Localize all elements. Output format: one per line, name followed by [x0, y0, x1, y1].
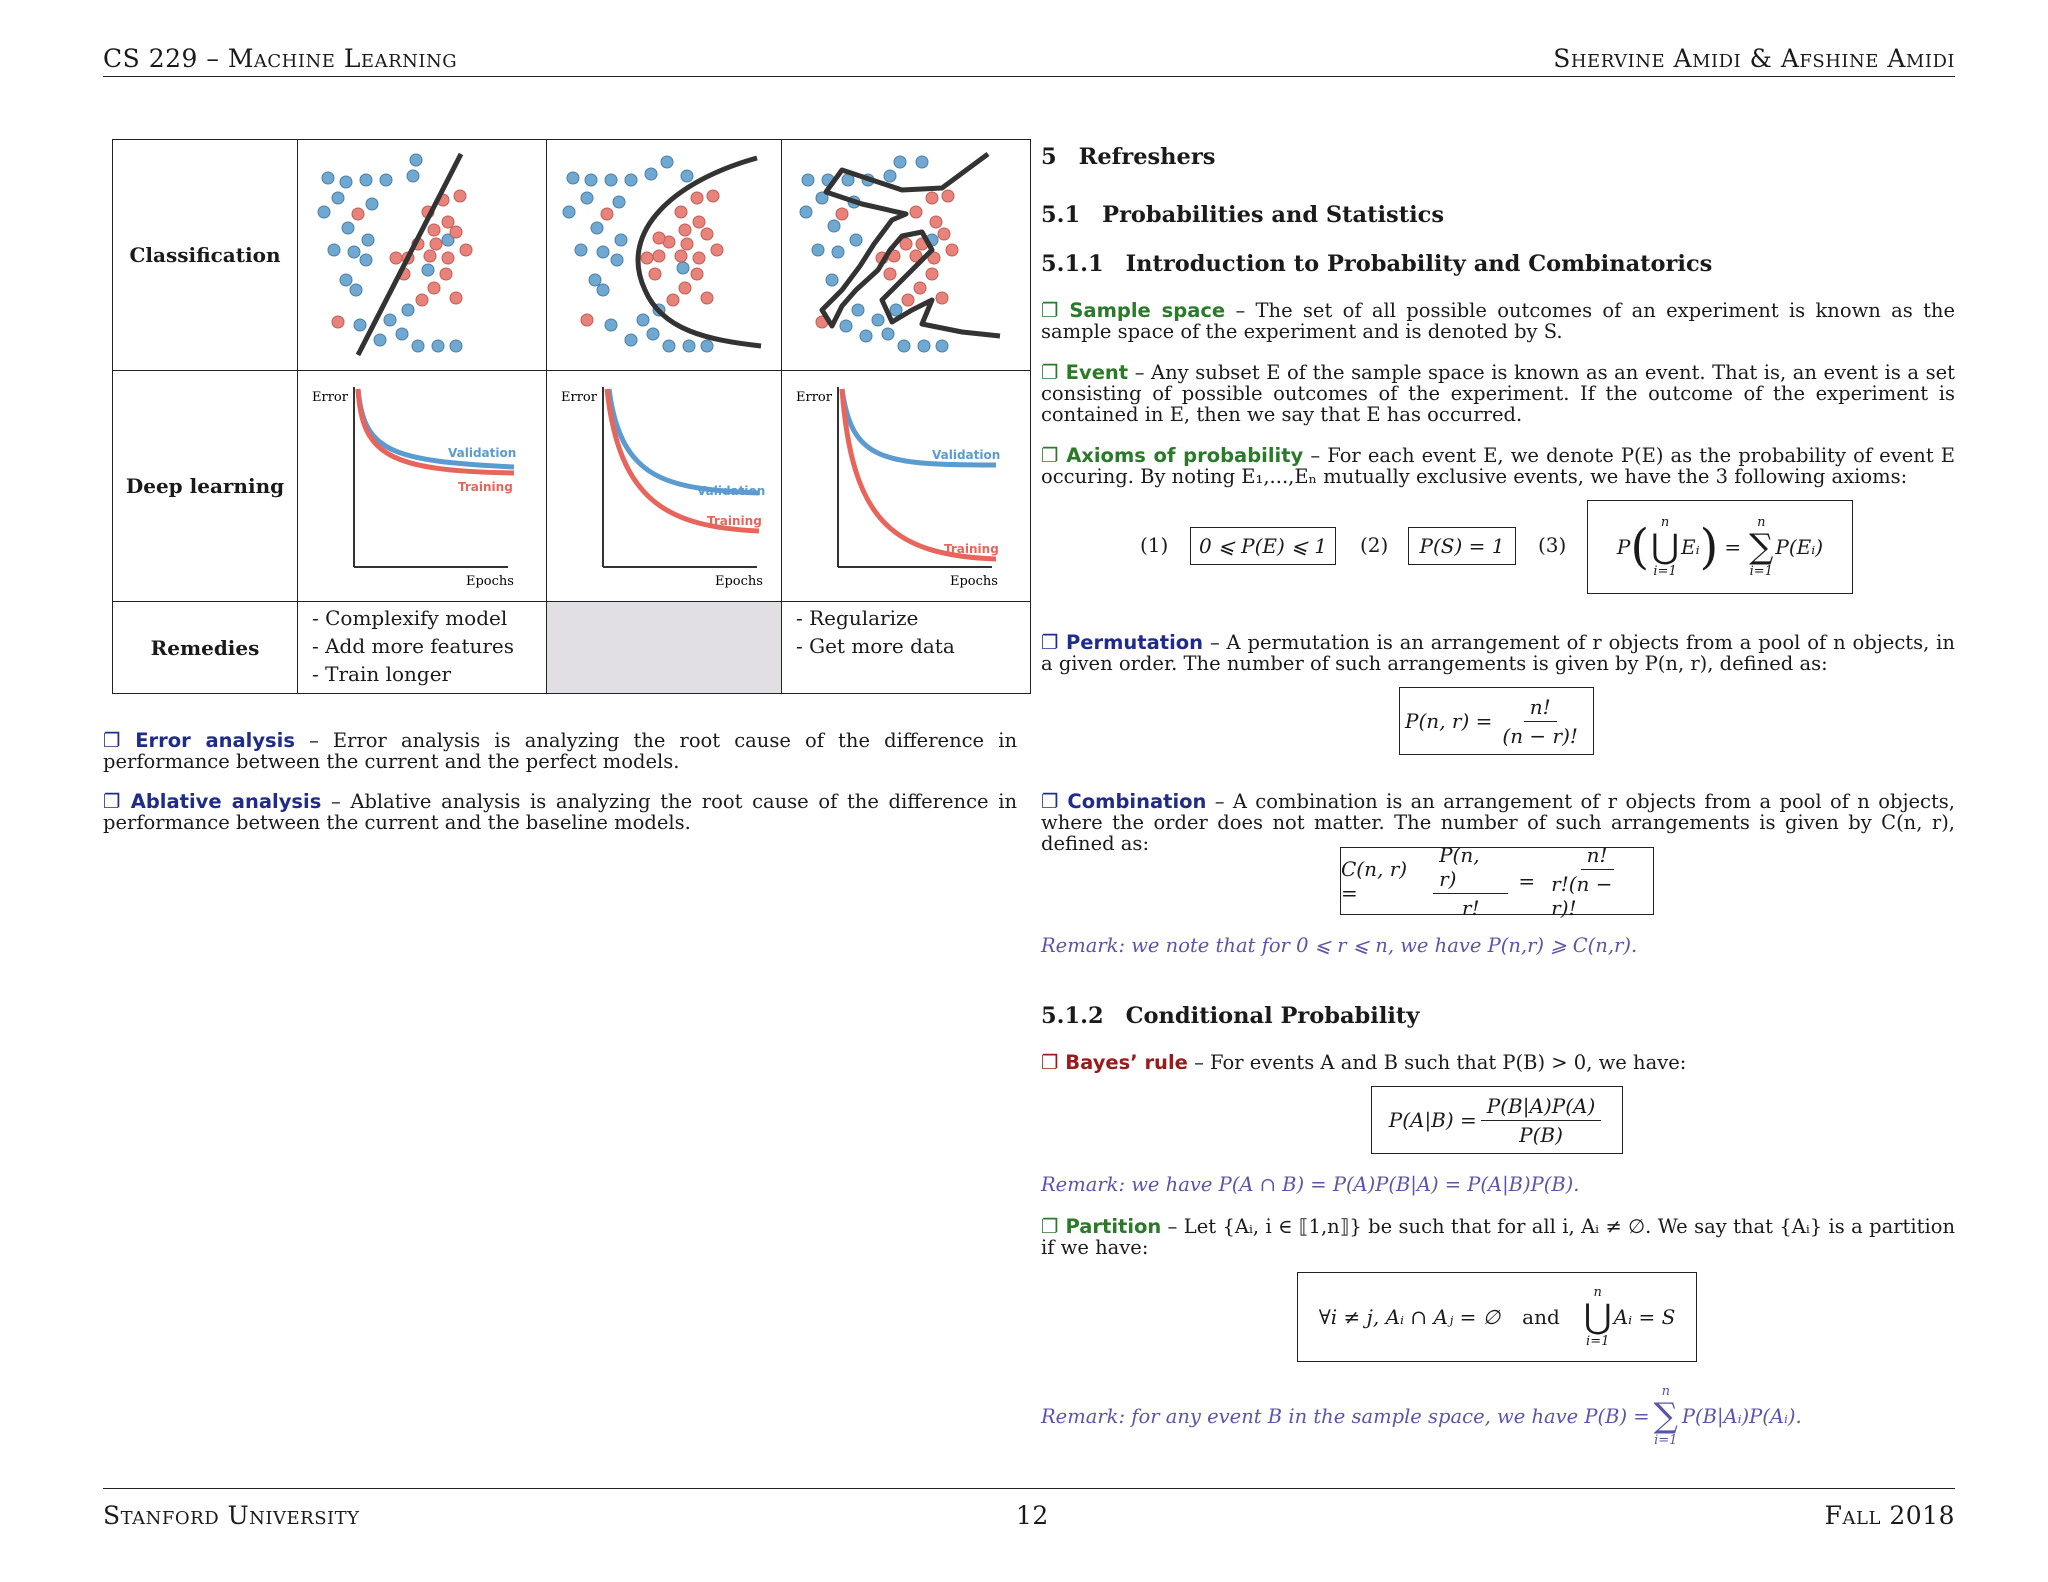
permutation-paragraph: ❐ Permutation – A permutation is an arrangement of r objects from a pool of n objects, in a given order. The number of such arrangements is given by P(n, r), defined as: — [1041, 631, 1955, 675]
svg-text:Error: Error — [561, 390, 597, 405]
epochs-axis-label: Epochs — [466, 574, 514, 589]
svg-text:Training: Training — [944, 542, 999, 556]
svg-text:Validation: Validation — [697, 484, 766, 498]
subsubsection-heading-2: 5.1.2 Conditional Probability — [1041, 1003, 1420, 1029]
bayes-formula-box: P(A|B) = $\frac{P(B|A)P(A)}{P(B)}$ — [1371, 1086, 1623, 1154]
header-course: CS 229 – Machine Learning — [103, 44, 458, 73]
partition-formula-box: ∀i ≠ j, Aᵢ ∩ Aⱼ = ∅ and n ⋃ i=1 Aᵢ = S — [1297, 1272, 1697, 1362]
page-header — [103, 40, 1955, 77]
svg-text:Error: Error — [796, 390, 832, 405]
ablative-analysis-paragraph: ❐ Ablative analysis – Ablative analysis is analyzing the root cause of the difference in performance between the current and the baseline models. — [103, 790, 1017, 834]
deep-learning-underfit-plot — [298, 371, 547, 602]
error-analysis-paragraph: ❐ Error analysis – Error analysis is analyzing the root cause of the difference in performance between the current and the perfect models. — [103, 729, 1017, 773]
training-label: Training — [458, 480, 513, 494]
classification-overfit-plot — [782, 140, 1031, 371]
permutation-formula-box: P(n, r) = $\frac{n!}{(n - r)!}$ — [1399, 687, 1594, 755]
remark-1: Remark: we note that for 0 ⩽ r ⩽ n, we have P(n,r) ⩾ C(n,r). — [1041, 934, 1638, 957]
error-analysis-title: Error analysis — [135, 729, 295, 752]
deep-learning-goodfit-plot — [547, 371, 782, 602]
ablative-analysis-title: Ablative analysis — [130, 790, 322, 813]
bayes-paragraph: ❐ Bayes’ rule – For events A and B such that P(B) > 0, we have: — [1041, 1051, 1687, 1074]
partition-paragraph: ❐ Partition – Let {Aᵢ, i ∈ ⟦1,n⟧} be such that for all i, Aᵢ ≠ ∅. We say that {Aᵢ} is a partition if we have: — [1041, 1215, 1955, 1259]
axiom-3-box: P ( n ⋃ i=1 Eᵢ ) = n ∑ i=1 P(Eᵢ) — [1587, 500, 1853, 594]
validation-label: Validation — [448, 446, 517, 460]
row-label-deep-learning: Deep learning — [113, 371, 298, 602]
page-number: 12 — [1016, 1501, 1049, 1530]
subsection-heading: 5.1 Probabilities and Statistics — [1041, 202, 1445, 228]
axiom-2-box: P(S) = 1 — [1408, 527, 1516, 565]
header-authors: Shervine Amidi & Afshine Amidi — [1553, 44, 1955, 73]
axiom-label-1: (1) — [1140, 533, 1169, 557]
remedies-underfit: - Complexify model - Add more features - Train longer — [298, 602, 547, 694]
bias-variance-table — [112, 139, 1031, 694]
svg-text:Epochs: Epochs — [950, 574, 998, 589]
remark-3: Remark: for any event B in the sample space, we have P(B) = n ∑ i=1 P(B|Aᵢ)P(Aᵢ). — [1041, 1384, 1802, 1448]
axiom-1-box: 0 ⩽ P(E) ⩽ 1 — [1190, 527, 1336, 565]
underfit-red-points — [332, 190, 472, 328]
error-axis-label: Error — [312, 390, 348, 405]
deep-learning-overfit-plot — [782, 371, 1031, 602]
row-label-remedies: Remedies — [113, 602, 298, 694]
row-label-classification: Classification — [113, 140, 298, 371]
combination-formula-box: C(n, r) = $\frac{P(n, r)}{r!}$ = $\frac{n!}{r!(n - r)!}$ — [1340, 847, 1654, 915]
axiom-label-2: (2) — [1360, 533, 1389, 557]
subsubsection-heading-1: 5.1.1 Introduction to Probability and Combinatorics — [1041, 251, 1713, 277]
classification-goodfit-plot — [547, 140, 782, 371]
svg-text:Validation: Validation — [932, 448, 1001, 462]
footer-term: Fall 2018 — [1824, 1501, 1955, 1530]
section-heading: 5 Refreshers — [1041, 144, 1216, 170]
svg-text:Training: Training — [707, 514, 762, 528]
combination-paragraph: ❐ Combination – A combination is an arrangement of r objects from a pool of n objects, where the order does not matter. The number of such arrangements is given by C(n, r), defined as: — [1041, 790, 1955, 855]
classification-underfit-plot — [298, 140, 547, 371]
page-footer — [103, 1488, 1955, 1530]
remedies-goodfit-empty — [547, 602, 782, 694]
axioms-paragraph: ❐ Axioms of probability – For each event E, we denote P(E) as the probability of event E occuring. By noting E₁,...,Eₙ mutually exclusive events, we have the 3 following axioms: — [1041, 444, 1955, 488]
svg-text:Epochs: Epochs — [715, 574, 763, 589]
remark-2: Remark: we have P(A ∩ B) = P(A)P(B|A) = P(A|B)P(B). — [1041, 1173, 1580, 1196]
event-paragraph: ❐ Event – Any subset E of the sample space is known as an event. That is, an event is a set consisting of possible outcomes of the experiment. If the outcome of the experiment is contained in E, then we say that E has occurred. — [1041, 361, 1955, 426]
remedies-overfit: - Regularize - Get more data — [782, 602, 1031, 694]
footer-university: Stanford University — [103, 1501, 360, 1530]
sample-space-paragraph: ❐ Sample space – The set of all possible outcomes of an experiment is known as the sample space of the experiment and is denoted by S. — [1041, 299, 1956, 343]
axiom-label-3: (3) — [1538, 533, 1567, 557]
